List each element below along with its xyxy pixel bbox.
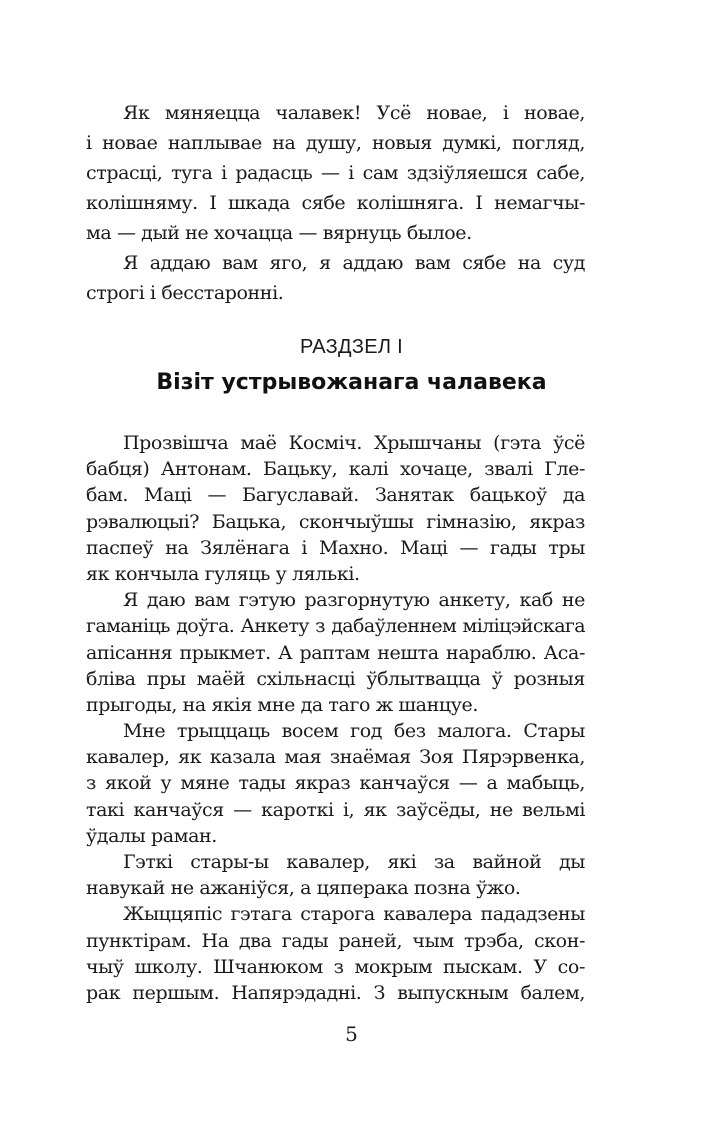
body-p5-line-1: Жыццяпіс гэтага старога кавалера пададзены — [123, 903, 585, 925]
body-p2-line-5: прыгоды, на якія мне да таго ж шанцуе. — [86, 694, 478, 716]
body-p3-line-1: Мне трыццаць восем год без малога. Стары — [123, 720, 585, 742]
body-p1-line-3: бам. Маці — Багуславай. Занятак бацькоў да — [86, 484, 585, 506]
body-p1-line-2: бабця) Антонам. Бацьку, калі хочаце, звалі Гле- — [86, 458, 585, 480]
body-p3-line-2: кавалер, як казала мая знаёмая Зоя Пярэрвенка, — [86, 746, 585, 768]
intro-p1-line-5: ма — дый не хочацца — вярнуць былое. — [86, 222, 472, 244]
body-p3-line-3: з якой у мяне тады якраз канчаўся — а мабыць, — [86, 772, 585, 794]
body-p5-line-2: пунктірам. На два гады раней, чым трэба, скон- — [86, 930, 585, 952]
body-p5-line-4: рак першым. Напярэдадні. З выпускным балем, — [86, 982, 585, 1004]
body-p5-line-3: чыў школу. Шчанюком з мокрым пыскам. У со- — [86, 956, 585, 978]
body-p1-line-4: рэвалюцыі? Бацька, скончыўшы гімназію, якраз — [86, 511, 585, 533]
body-p4-line-2: навукай не ажаніўся, а цяперака позна ўжо. — [86, 877, 521, 899]
section-label: РАЗДЗЕЛ I — [299, 336, 404, 358]
intro-p2-line-1: Я аддаю вам яго, я аддаю вам сябе на суд — [123, 252, 585, 274]
intro-p1-line-2: і новае наплывае на душу, новыя думкі, погляд, — [86, 132, 585, 154]
page-number: 5 — [345, 1022, 358, 1046]
body-p2-line-2: гаманіць доўга. Анкету з дабаўленнем міліцэйскага — [86, 615, 585, 637]
body-p1-line-1: Прозвішча маё Космiч. Хрышчаны (гэта ўсё — [123, 432, 585, 454]
body-p3-line-4: такі канчаўся — кароткі і, як заўсёды, не вельмі — [86, 799, 585, 821]
body-p2-line-4: бліва пры маёй схільнасці ўблытвацца ў розныя — [86, 668, 585, 690]
body-p1-line-6: як кончыла гуляць у лялькі. — [86, 563, 360, 585]
body-p2-line-1: Я даю вам гэтую разгорнутую анкету, каб не — [123, 589, 585, 611]
body-p2-line-3: апісання прыкмет. А раптам нешта нараблю. Аса- — [86, 642, 585, 664]
intro-p1-line-3: страсці, туга і радасць — і сам здзіўляешся сабе, — [86, 162, 585, 184]
intro-p2-line-2: строгі і бесстаронні. — [86, 282, 284, 304]
body-p4-line-1: Гэткі стары-ы кавалер, які за вайной ды — [123, 851, 585, 873]
chapter-title: Візіт устрывожанага чалавека — [156, 370, 547, 395]
intro-p1-line-1: Як мяняецца чалавек! Усё новае, і новае, — [123, 102, 585, 124]
body-p1-line-5: паспеў на Зялёнага і Махно. Маці — гады тры — [86, 537, 585, 559]
body-p3-line-5: ўдалы раман. — [86, 825, 217, 847]
intro-p1-line-4: колішняму. І шкада сябе колішняга. І немагчы- — [86, 192, 585, 214]
